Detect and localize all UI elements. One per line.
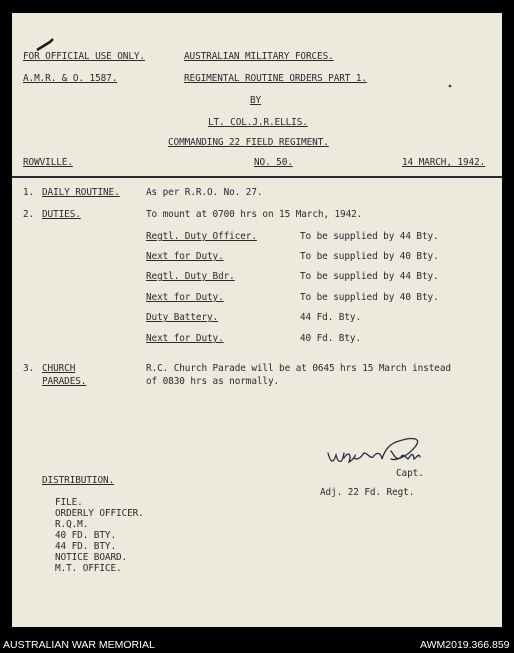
by-label: BY (250, 95, 262, 106)
distribution-heading: DISTRIBUTION. (42, 475, 115, 486)
distribution-item: 44 FD. BTY. (55, 541, 116, 552)
signature-rank: Capt. (396, 468, 424, 479)
order-number: NO. 50. (254, 157, 293, 168)
duty-detail: To be supplied by 44 Bty. (300, 271, 439, 282)
distribution-item: M.T. OFFICE. (55, 563, 122, 574)
duty-role: Regtl. Duty Officer. (146, 231, 257, 242)
duty-detail: 40 Fd. Bty. (300, 333, 361, 344)
church-heading-line2: PARADES. (42, 376, 87, 387)
distribution-item: NOTICE BOARD. (55, 552, 128, 563)
item-number: 1. (23, 187, 35, 198)
officer-name: LT. COL.J.R.ELLIS. (208, 117, 308, 128)
document-page (12, 13, 502, 627)
item-number: 3. (23, 363, 35, 374)
duty-detail: 44 Fd. Bty. (300, 312, 361, 323)
duty-role: Duty Battery. (146, 312, 219, 323)
daily-routine-heading: DAILY ROUTINE. (42, 187, 120, 198)
pin-hole-icon (447, 81, 453, 92)
classification-label: FOR OFFICIAL USE ONLY. (23, 51, 145, 62)
church-text-line2: of 0830 hrs as normally. (146, 376, 280, 387)
header-divider (12, 176, 502, 178)
duty-detail: To be supplied by 40 Bty. (300, 292, 439, 303)
archive-reference: AWM2019.366.859 (420, 639, 510, 651)
church-heading-line1: CHURCH (42, 363, 76, 374)
duty-role: Regtl. Duty Bdr. (146, 271, 235, 282)
forces-label: AUSTRALIAN MILITARY FORCES. (184, 51, 334, 62)
location-label: ROWVILLE. (23, 157, 73, 168)
amr-reference: A.M.R. & O. 1587. (23, 73, 118, 84)
daily-routine-text: As per R.R.O. No. 27. (146, 187, 263, 198)
distribution-item: ORDERLY OFFICER. (55, 508, 144, 519)
orders-title: REGIMENTAL ROUTINE ORDERS PART 1. (184, 73, 367, 84)
duty-detail: To be supplied by 44 Bty. (300, 231, 439, 242)
duty-role: Next for Duty. (146, 333, 224, 344)
command-title: COMMANDING 22 FIELD REGIMENT. (168, 137, 329, 148)
distribution-item: 40 FD. BTY. (55, 530, 116, 541)
archive-credit: AUSTRALIAN WAR MEMORIAL (3, 639, 155, 651)
distribution-item: FILE. (55, 497, 83, 508)
duty-role: Next for Duty. (146, 292, 224, 303)
order-date: 14 MARCH, 1942. (402, 157, 486, 168)
duty-detail: To be supplied by 40 Bty. (300, 251, 439, 262)
distribution-item: R.Q.M. (55, 519, 89, 530)
signature-title: Adj. 22 Fd. Regt. (320, 487, 415, 498)
church-text-line1: R.C. Church Parade will be at 0645 hrs 15 March instead (146, 363, 451, 374)
item-number: 2. (23, 209, 35, 220)
duty-role: Next for Duty. (146, 251, 224, 262)
duties-text: To mount at 0700 hrs on 15 March, 1942. (146, 209, 363, 220)
duties-heading: DUTIES. (42, 209, 81, 220)
